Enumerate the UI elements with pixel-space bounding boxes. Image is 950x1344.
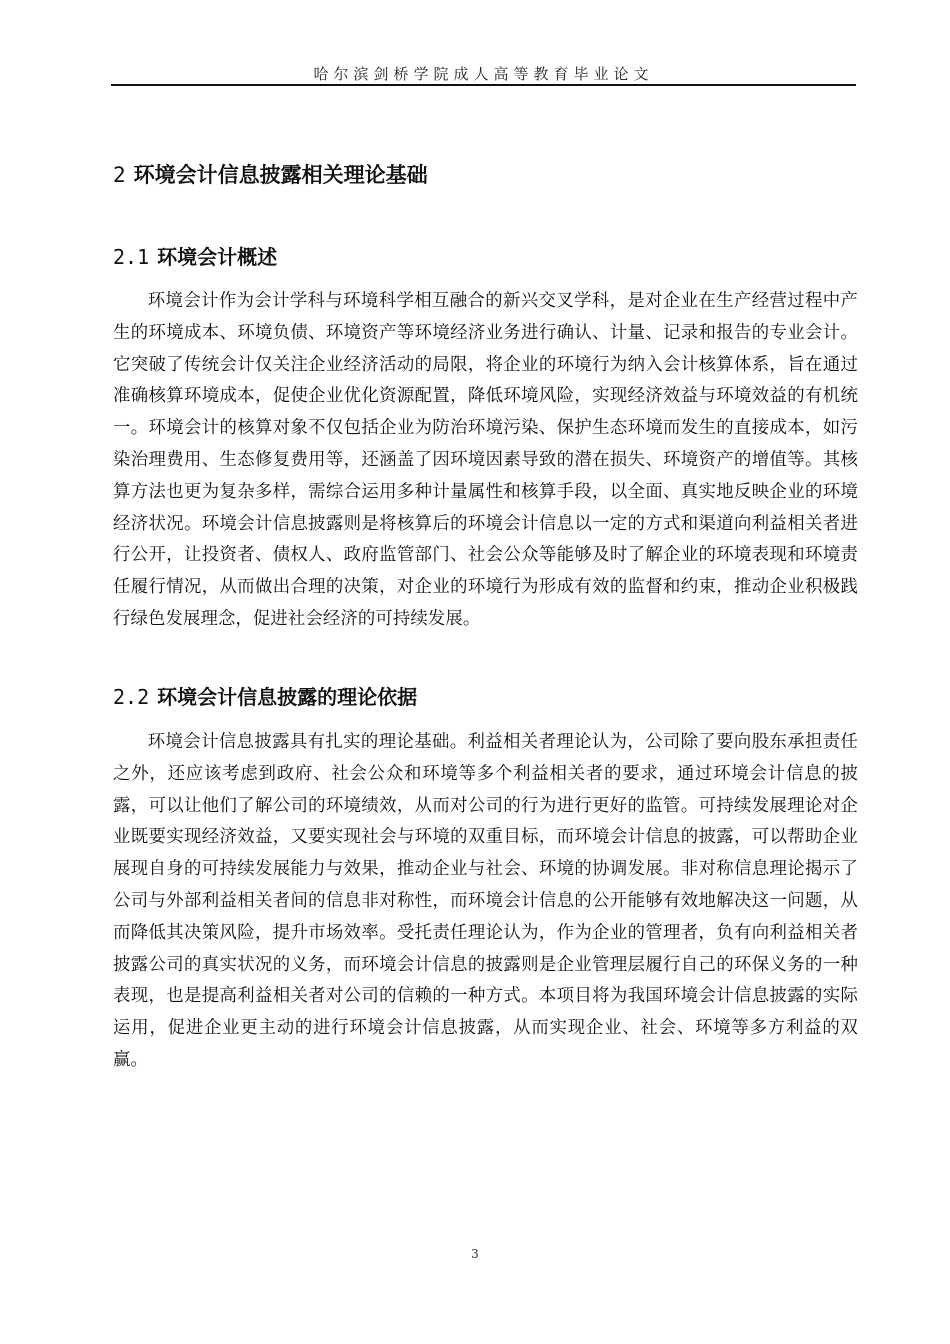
section-title-2-2 (113, 682, 417, 712)
section-number: 2.1 (113, 245, 150, 269)
chapter-title-text: 环境会计信息披露相关理论基础 (133, 163, 428, 187)
page-number: 3 (471, 1247, 479, 1261)
section-title-text: 环境会计信息披露的理论依据 (157, 685, 418, 709)
section-paragraph: 环境会计信息披露具有扎实的理论基础。利益相关者理论认为，公司除了要向股东承担责任之外，还应该考虑到政府、社会公众和环境等多个利益相关者的要求，通过环境会计信息的披露，可以让他们了解公司的环境绩效，从而对公司的行为进行更好的监管。可持续发展理论对企业既要实现经济效益，又要实现社会与环境的双重目标，而环境会计信息的披露，可以帮助企业展现自身的可持续发展能力与效果，推动企业与社会、环境的协调发展。非对称信息理论揭示了公司与外部利益相关者间的信息非对称性，而环境会计信息的公开能够有效地解决这一问题，从而降低其决策风险，提升市场效率。受托责任理论认为，作为企业的管理者，负有向利益相关者披露公司的真实状况的义务，而环境会计信息的披露则是企业管理层履行自己的环保义务的一种表现，也是提高利益相关者对公司的信赖的一种方式。本项目将为我国环境会计信息披露的实际运用，促进企业更主动的进行环境会计信息披露，从而实现企业、社会、环境等多方利益的双赢。 (113, 732, 858, 1070)
chapter-title (113, 160, 428, 190)
chapter-number: 2 (113, 163, 126, 187)
section-paragraph: 环境会计作为会计学科与环境科学相互融合的新兴交叉学科，是对企业在生产经营过程中产生的环境成本、环境负债、环境资产等环境经济业务进行确认、计量、记录和报告的专业会计。它突破了传统会计仅关注企业经济活动的局限，将企业的环境行为纳入会计核算体系，旨在通过准确核算环境成本，促使企业优化资源配置，降低环境风险，实现经济效益与环境效益的有机统一。环境会计的核算对象不仅包括企业为防治环境污染、保护生态环境而发生的直接成本，如污染治理费用、生态修复费用等，还涵盖了因环境因素导致的潜在损失、环境资产的增值等。其核算方法也更为复杂多样，需综合运用多种计量属性和核算手段，以全面、真实地反映企业的环境经济状况。环境会计信息披露则是将核算后的环境会计信息以一定的方式和渠道向利益相关者进行公开，让投资者、债权人、政府监管部门、社会公众等能够及时了解企业的环境表现和环境责任履行情况，从而做出合理的决策，对企业的环境行为形成有效的监督和约束，推动企业积极践行绿色发展理念，促进社会经济的可持续发展。 (113, 291, 858, 629)
section-number: 2.2 (113, 685, 150, 709)
page-header: 哈尔滨剑桥学院成人高等教育毕业论文 (313, 65, 654, 83)
section-title-2-1 (113, 242, 277, 272)
header-rule (111, 84, 856, 86)
section-title-text: 环境会计概述 (157, 245, 278, 269)
